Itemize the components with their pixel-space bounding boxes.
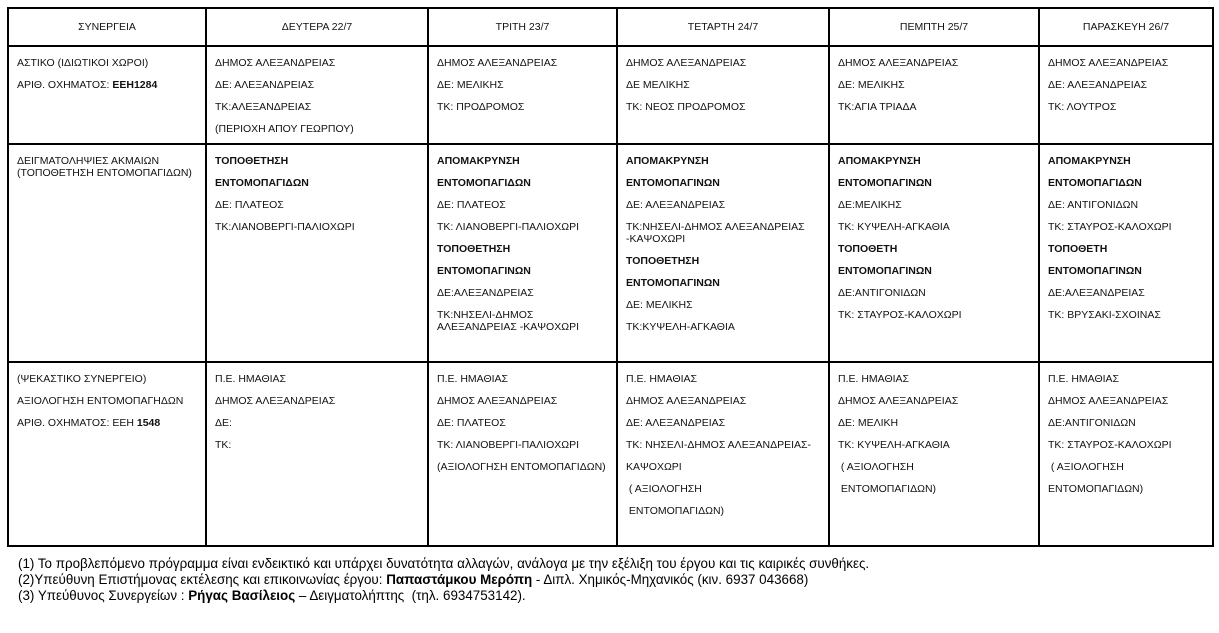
dimos-text: ΔΗΜΟΣ ΑΛΕΞΑΝΔΡΕΙΑΣ: [1048, 395, 1169, 407]
pe-text: Π.Ε. ΗΜΑΘΙΑΣ: [626, 373, 698, 385]
tk-text: ΤΚ: ΛΟΥΤΡΟΣ: [1048, 101, 1117, 113]
footnote-2: [18, 572, 869, 588]
vehicle-plate: 1548: [136, 417, 161, 429]
note-text: ΕΝΤΟΜΟΠΑΓΙΔΩΝ): [838, 483, 937, 495]
dimos-text: ΔΗΜΟΣ ΑΛΕΞΑΝΔΡΕΙΑΣ: [437, 395, 558, 407]
tk-text: ΤΚ: ΣΤΑΥΡΟΣ-ΚΑΛΟΧΩΡΙ: [1048, 439, 1172, 451]
note-text: ( ΑΞΙΟΛΟΓΗΣΗ: [838, 461, 914, 473]
vehicle-label: ΑΡΙΘ. ΟΧΗΜΑΤΟΣ: ΕΕΗ: [17, 417, 137, 429]
action-text: ΤΟΠΟΘΕΤΗ: [1048, 243, 1108, 255]
vehicle-number: [17, 79, 197, 91]
schedule-cell: [206, 46, 428, 144]
footnote-3: [18, 588, 869, 604]
tk-text: ΤΚ:ΑΛΕΞΑΝΔΡΕΙΑΣ: [215, 101, 312, 113]
tk-text: ΤΚ: ΚΥΨΕΛΗ-ΑΓΚΑΘΙΑ: [838, 221, 950, 233]
de-text: ΔΕ: ΜΕΛΙΚΗ: [838, 417, 899, 429]
note-text: (ΑΞΙΟΛΟΓΗΣΗ ΕΝΤΟΜΟΠΑΓΙΔΩΝ): [437, 461, 606, 473]
action-text: ΕΝΤΟΜΟΠΑΓΙΝΩΝ: [1048, 265, 1142, 277]
footnote-2-suffix: - Διπλ. Χημικός-Μηχανικός (κιν. 6937 043668): [532, 572, 809, 587]
dimos-text: ΔΗΜΟΣ ΑΛΕΞΑΝΔΡΕΙΑΣ: [838, 57, 959, 69]
tk-text: ΤΚ: ΣΤΑΥΡΟΣ-ΚΑΛΟΧΩΡΙ: [1048, 221, 1172, 233]
schedule-cell: [428, 362, 617, 546]
vehicle-number: [17, 417, 197, 429]
footnote-1: (1) Το προβλεπόμενο πρόγραμμα είναι ενδεικτικό και υπάρχει δυνατότητα αλλαγών, ανάλογα με την εξέλιξη του έργου και τις καιρικές συνθήκες.: [18, 556, 870, 571]
de-text: ΔΕ: ΑΛΕΞΑΝΔΡΕΙΑΣ: [1048, 79, 1148, 91]
de-text: ΔΕ: ΜΕΛΙΚΗΣ: [626, 299, 693, 311]
schedule-cell: [206, 144, 428, 362]
table-row: [8, 144, 1213, 362]
area-text: (ΠΕΡΙΟΧΗ ΑΠΟΥ ΓΕΩΡΠΟΥ): [215, 123, 354, 135]
schedule-cell: [829, 144, 1039, 362]
schedule-cell: [1039, 144, 1213, 362]
schedule-cell: [617, 362, 829, 546]
action-text: ΤΟΠΟΘΕΤΗΣΗ: [215, 155, 289, 167]
action-text: ΕΝΤΟΜΟΠΑΓΙΔΩΝ: [215, 177, 309, 189]
tk-text: ΤΚ:ΝΗΣΕΛΙ-ΔΗΜΟΣ ΑΛΕΞΑΝΔΡΕΙΑΣ -ΚΑΨΟΧΩΡΙ: [626, 221, 805, 245]
de-text: ΔΕ: ΑΛΕΞΑΝΔΡΕΙΑΣ: [626, 199, 726, 211]
pe-text: Π.Ε. ΗΜΑΘΙΑΣ: [437, 373, 509, 385]
tk-text: ΤΚ:ΛΙΑΝΟΒΕΡΓΙ-ΠΑΛΙΟΧΩΡΙ: [215, 221, 355, 233]
action-text: ΕΝΤΟΜΟΠΑΓΙΔΩΝ: [437, 177, 531, 189]
de-text: ΔΕ: ΜΕΛΙΚΗΣ: [838, 79, 905, 91]
action-text: ΕΝΤΟΜΟΠΑΓΙΝΩΝ: [626, 177, 720, 189]
note-text: ( ΑΞΙΟΛΟΓΗΣΗ: [626, 483, 702, 495]
tk-text: ΤΚ: ΝΗΣΕΛΙ-ΔΗΜΟΣ ΑΛΕΞΑΝΔΡΕΙΑΣ-: [626, 439, 812, 451]
dimos-text: ΔΗΜΟΣ ΑΛΕΞΑΝΔΡΕΙΑΣ: [626, 395, 747, 407]
dimos-text: ΔΗΜΟΣ ΑΛΕΞΑΝΔΡΕΙΑΣ: [437, 57, 558, 69]
note-text: ΕΝΤΟΜΟΠΑΓΙΔΩΝ): [626, 505, 725, 517]
tk-text: ΤΚ: ΒΡΥΣΑΚΙ-ΣΧΟΙΝΑΣ: [1048, 309, 1161, 321]
tk-text: ΤΚ:: [215, 439, 232, 451]
action-text: ΑΠΟΜΑΚΡΥΝΣΗ: [437, 155, 520, 167]
team-name: ΔΕΙΓΜΑΤΟΛΗΨΙΕΣ ΑΚΜΑΙΩΝ (ΤΟΠΟΘΕΤΗΣΗ ΕΝΤΟΜΟΠΑΓΙΔΩΝ): [17, 155, 192, 179]
team-name: ΑΣΤΙΚΟ (ΙΔΙΩΤΙΚΟΙ ΧΩΡΟΙ): [17, 57, 149, 69]
tk-text: ΤΚ:ΚΥΨΕΛΗ-ΑΓΚΑΘΙΑ: [626, 321, 735, 333]
scientist-name: Παπαστάμκου Μερόπη: [386, 572, 533, 587]
pe-text: Π.Ε. ΗΜΑΘΙΑΣ: [1048, 373, 1120, 385]
tk-text: ΤΚ: ΝΕΟΣ ΠΡΟΔΡΟΜΟΣ: [626, 101, 746, 113]
dimos-text: ΔΗΜΟΣ ΑΛΕΞΑΝΔΡΕΙΑΣ: [215, 57, 336, 69]
table-row: [8, 46, 1213, 144]
team-task: ΑΞΙΟΛΟΓΗΣΗ ΕΝΤΟΜΟΠΑΓΗΔΩΝ: [17, 395, 184, 407]
schedule-cell: [206, 362, 428, 546]
tk-text: ΤΚ: ΚΥΨΕΛΗ-ΑΓΚΑΘΙΑ: [838, 439, 950, 451]
tk-text: ΤΚ: ΣΤΑΥΡΟΣ-ΚΑΛΟΧΩΡΙ: [838, 309, 962, 321]
de-text: ΔΕ ΜΕΛΙΚΗΣ: [626, 79, 690, 91]
schedule-cell: [829, 362, 1039, 546]
de-text: ΔΕ:ΑΝΤΙΓΟΝΙΔΩΝ: [838, 287, 926, 299]
action-text: ΕΝΤΟΜΟΠΑΓΙΝΩΝ: [437, 265, 531, 277]
action-text: ΑΠΟΜΑΚΡΥΝΣΗ: [1048, 155, 1131, 167]
header-wednesday: ΤΕΤΑΡΤΗ 24/7: [617, 8, 829, 46]
note-text: ( ΑΞΙΟΛΟΓΗΣΗ: [1048, 461, 1124, 473]
team-name: (ΨΕΚΑΣΤΙΚΟ ΣΥΝΕΡΓΕΙΟ): [17, 373, 147, 385]
schedule-cell: [1039, 46, 1213, 144]
de-text: ΔΕ: ΠΛΑΤΕΟΣ: [437, 199, 506, 211]
de-text: ΔΕ: ΜΕΛΙΚΗΣ: [437, 79, 504, 91]
header-row: [8, 8, 1213, 46]
action-text: ΕΝΤΟΜΟΠΑΓΙΝΩΝ: [838, 177, 932, 189]
header-team: ΣΥΝΕΡΓΕΙΑ: [8, 8, 206, 46]
action-text: ΤΟΠΟΘΕΤΗ: [838, 243, 898, 255]
footnotes: [18, 556, 869, 604]
vehicle-plate: ΕΕΗ1284: [112, 79, 158, 91]
vehicle-label: ΑΡΙΘ. ΟΧΗΜΑΤΟΣ:: [17, 79, 113, 91]
action-text: ΕΝΤΟΜΟΠΑΓΙΝΩΝ: [626, 277, 720, 289]
action-text: ΤΟΠΟΘΕΤΗΣΗ: [437, 243, 511, 255]
schedule-cell: [617, 46, 829, 144]
pe-text: Π.Ε. ΗΜΑΘΙΑΣ: [838, 373, 910, 385]
de-text: ΔΕ: ΑΛΕΞΑΝΔΡΕΙΑΣ: [215, 79, 315, 91]
dimos-text: ΔΗΜΟΣ ΑΛΕΞΑΝΔΡΕΙΑΣ: [215, 395, 336, 407]
supervisor-name: Ρήγας Βασίλειος: [188, 588, 296, 603]
tk-text: ΤΚ: ΛΙΑΝΟΒΕΡΓΙ-ΠΑΛΙΟΧΩΡΙ: [437, 221, 580, 233]
header-thursday: ΠΕΜΠΤΗ 25/7: [829, 8, 1039, 46]
pe-text: Π.Ε. ΗΜΑΘΙΑΣ: [215, 373, 287, 385]
de-text: ΔΕ:: [215, 417, 232, 429]
de-text: ΔΕ:ΑΛΕΞΑΝΔΡΕΙΑΣ: [437, 287, 534, 299]
schedule-cell: [428, 144, 617, 362]
de-text: ΔΕ:ΑΛΕΞΑΝΔΡΕΙΑΣ: [1048, 287, 1145, 299]
tk-text: ΤΚ: ΠΡΟΔΡΟΜΟΣ: [437, 101, 525, 113]
de-text: ΔΕ:ΜΕΛΙΚΗΣ: [838, 199, 902, 211]
action-text: ΤΟΠΟΘΕΤΗΣΗ: [626, 255, 700, 267]
dimos-text: ΔΗΜΟΣ ΑΛΕΞΑΝΔΡΕΙΑΣ: [838, 395, 959, 407]
note-text: ΕΝΤΟΜΟΠΑΓΙΔΩΝ): [1048, 483, 1144, 495]
de-text: ΔΕ: ΑΝΤΙΓΟΝΙΔΩΝ: [1048, 199, 1139, 211]
action-text: ΑΠΟΜΑΚΡΥΝΣΗ: [626, 155, 709, 167]
tk-text: ΤΚ: ΛΙΑΝΟΒΕΡΓΙ-ΠΑΛΙΟΧΩΡΙ: [437, 439, 580, 451]
team-cell: [8, 46, 206, 144]
header-friday: ΠΑΡΑΣΚΕΥΗ 26/7: [1039, 8, 1213, 46]
tk-text: ΤΚ:ΝΗΣΕΛΙ-ΔΗΜΟΣ ΑΛΕΞΑΝΔΡΕΙΑΣ -ΚΑΨΟΧΩΡΙ: [437, 309, 579, 333]
footnote-3-prefix: (3) Υπεύθυνος Συνεργείων :: [18, 588, 189, 603]
header-tuesday: ΤΡΙΤΗ 23/7: [428, 8, 617, 46]
team-cell: [8, 144, 206, 362]
de-text: ΔΕ:ΑΝΤΙΓΟΝΙΔΩΝ: [1048, 417, 1136, 429]
de-text: ΔΕ: ΠΛΑΤΕΟΣ: [215, 199, 284, 211]
table-row: [8, 362, 1213, 546]
dimos-text: ΔΗΜΟΣ ΑΛΕΞΑΝΔΡΕΙΑΣ: [626, 57, 747, 69]
action-text: ΕΝΤΟΜΟΠΑΓΙΔΩΝ: [1048, 177, 1142, 189]
team-cell: [8, 362, 206, 546]
footnote-2-prefix: (2)Υπεύθυνη Επιστήμονας εκτέλεσης και επικοινωνίας έργου:: [18, 572, 387, 587]
schedule-cell: [1039, 362, 1213, 546]
tk-text-cont: ΚΑΨΟΧΩΡΙ: [626, 461, 682, 473]
dimos-text: ΔΗΜΟΣ ΑΛΕΞΑΝΔΡΕΙΑΣ: [1048, 57, 1169, 69]
schedule-cell: [829, 46, 1039, 144]
schedule-table: [7, 7, 1214, 547]
de-text: ΔΕ: ΑΛΕΞΑΝΔΡΕΙΑΣ: [626, 417, 726, 429]
footnote-3-suffix: – Δειγματολήπτης (τηλ. 6934753142).: [295, 588, 526, 603]
schedule-cell: [428, 46, 617, 144]
action-text: ΕΝΤΟΜΟΠΑΓΙΝΩΝ: [838, 265, 932, 277]
schedule-cell: [617, 144, 829, 362]
header-monday: ΔΕΥΤΕΡΑ 22/7: [206, 8, 428, 46]
de-text: ΔΕ: ΠΛΑΤΕΟΣ: [437, 417, 506, 429]
tk-text: ΤΚ:ΑΓΙΑ ΤΡΙΑΔΑ: [838, 101, 917, 113]
action-text: ΑΠΟΜΑΚΡΥΝΣΗ: [838, 155, 921, 167]
